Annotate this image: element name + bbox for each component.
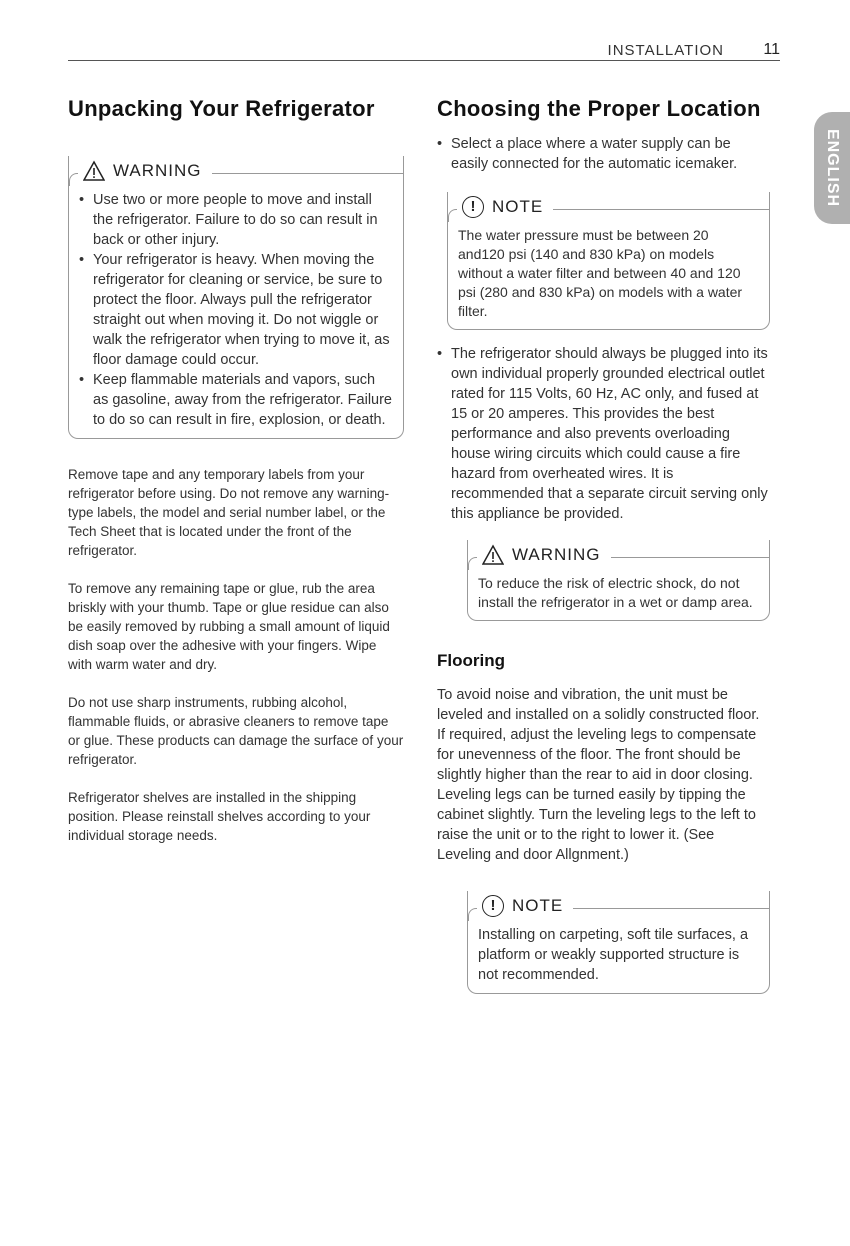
warning-label: WARNING bbox=[512, 545, 601, 564]
page-number: 11 bbox=[763, 41, 780, 58]
language-tab bbox=[814, 112, 850, 224]
note-box-pressure bbox=[447, 192, 770, 330]
warning-text: To reduce the risk of electric shock, do not install the refrigerator in a wet or damp area. bbox=[478, 575, 753, 610]
language-tab-label: ENGLISH bbox=[824, 128, 841, 208]
warning-list bbox=[79, 190, 393, 430]
list-item: • Use two or more people to move and install the refrigerator. Failure to do so can result in back or other injury. bbox=[79, 190, 393, 250]
paragraph: Do not use sharp instruments, rubbing alcohol, flammable fluids, or abrasive cleaners to remove tape or glue. These products can damage the surface of your refrigerator. bbox=[68, 695, 404, 767]
location-title: Choosing the Proper Location bbox=[437, 96, 761, 121]
left-column bbox=[68, 96, 404, 845]
note-icon: ! bbox=[462, 196, 484, 218]
unpacking-title: Unpacking Your Refrigerator bbox=[68, 96, 375, 121]
note-text: The water pressure must be between 20 and120 psi (140 and 830 kPa) on models without a water filter and between 40 and 120 psi (280 and 830 kPa) on models with a water filter. bbox=[458, 227, 743, 319]
flooring-text: To avoid noise and vibration, the unit must be leveled and installed on a solidly constructed floor. If required, adjust the leveling legs to compensate for unevenness of the floor. The front should be slightly higher than the rear to aid in door closing. Leveling legs can be turned easily by tipping the cabinet slightly. Turn the leveling legs to the left to raise the unit or to the right to lower it. (See Leveling and door Allgnment.) bbox=[437, 687, 760, 863]
paragraph: To remove any remaining tape or glue, rub the area briskly with your thumb. Tape or glue residue can also be easily removed by rubbing a small amount of liquid dish soap over the adhesive with your fingers. Wipe with warm water and dry. bbox=[68, 581, 390, 672]
warning-label: WARNING bbox=[113, 161, 202, 180]
paragraph: Remove tape and any temporary labels from your refrigerator before using. Do not remove any warning-type labels, the model and serial number label, or the Tech Sheet that is located under the front of the refrigerator. bbox=[68, 467, 390, 558]
note-icon: ! bbox=[482, 895, 504, 917]
list-item: • Select a place where a water supply can be easily connected for the automatic icemaker. bbox=[437, 134, 770, 174]
flooring-title: Flooring bbox=[437, 651, 505, 670]
list-item: • Keep flammable materials and vapors, such as gasoline, away from the refrigerator. Failure to do so can result in fire, explosion, or death. bbox=[79, 370, 393, 430]
list-item: • Your refrigerator is heavy. When moving the refrigerator for cleaning or service, be sure to protect the floor. Always pull the refrigerator straight out when moving it. Do not wiggle or walk the refrigerator when trying to move it, as floor damage could occur. bbox=[79, 250, 393, 370]
page-header bbox=[68, 38, 780, 61]
note-box-flooring bbox=[467, 891, 770, 994]
right-column bbox=[437, 96, 770, 994]
paragraph: Refrigerator shelves are installed in the shipping position. Please reinstall shelves according to your individual storage needs. bbox=[68, 790, 371, 843]
warning-box-unpacking bbox=[68, 156, 404, 439]
note-label: NOTE bbox=[492, 197, 544, 216]
list-item: • The refrigerator should always be plugged into its own individual properly grounded electrical outlet rated for 115 Volts, 60 Hz, AC only, and fused at 15 or 20 amperes. This provides the best performance and also prevents overloading house wiring circuits which could cause a fire hazard from overheated wires. It is recommended that a separate circuit serving only this appliance be provided. bbox=[437, 344, 770, 524]
note-label: NOTE bbox=[512, 896, 564, 915]
warning-box-electric bbox=[467, 540, 770, 621]
warning-triangle-icon bbox=[83, 160, 105, 182]
section-title: INSTALLATION bbox=[607, 42, 724, 59]
note-text: Installing on carpeting, soft tile surfaces, a platform or weakly supported structure is not recommended. bbox=[478, 927, 749, 983]
warning-triangle-icon bbox=[482, 544, 504, 566]
